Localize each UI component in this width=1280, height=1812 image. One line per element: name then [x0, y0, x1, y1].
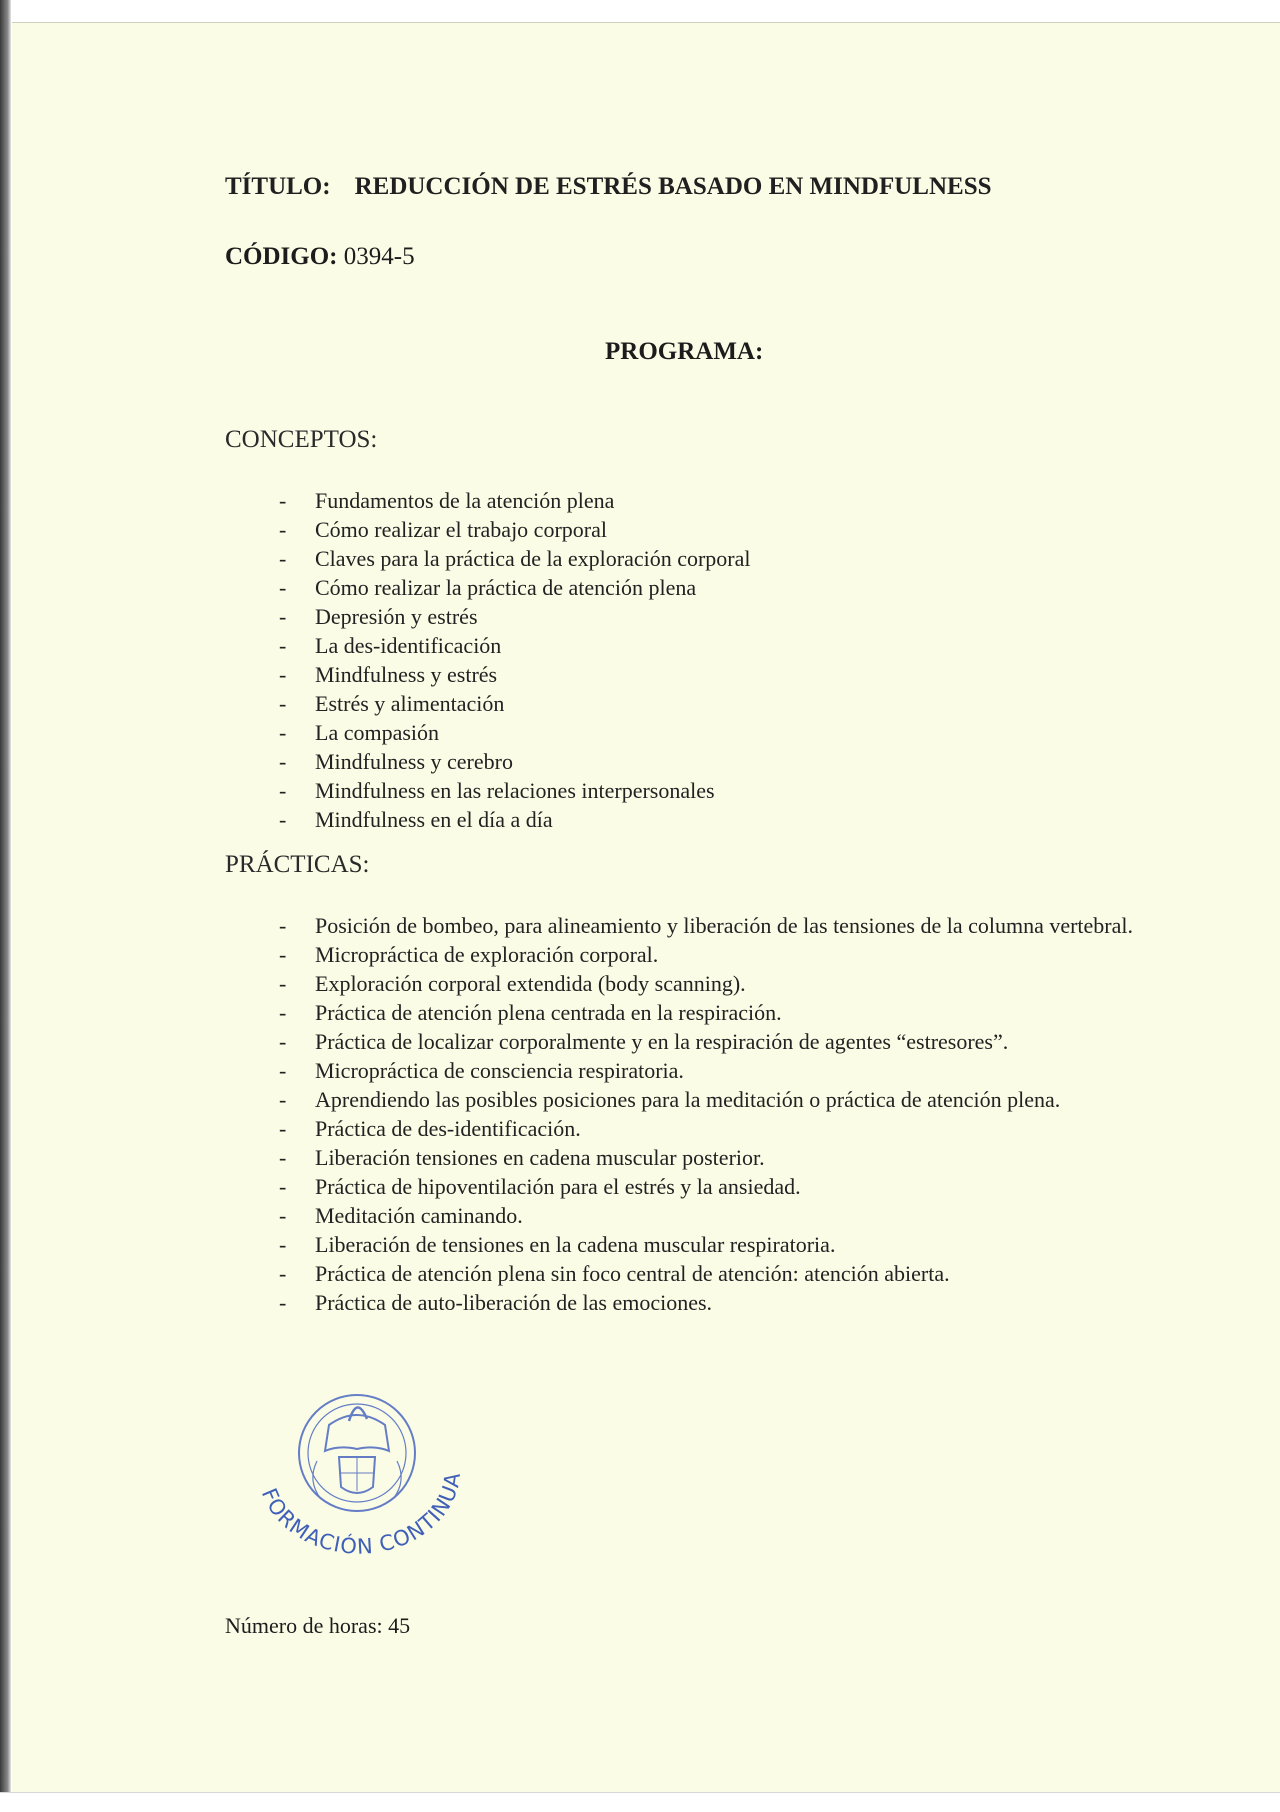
programa-heading: PROGRAMA: — [605, 338, 764, 365]
title-value: REDUCCIÓN DE ESTRÉS BASADO EN MINDFULNESS — [354, 173, 992, 200]
course-title — [225, 173, 992, 201]
list-item: - Claves para la práctica de la exploración corporal — [275, 544, 1145, 573]
list-item: - Depresión y estrés — [275, 602, 1145, 631]
list-item: - Posición de bombeo, para alineamiento y liberación de las tensiones de la columna vertebral. — [275, 911, 1145, 940]
list-item: - Meditación caminando. — [275, 1201, 1145, 1230]
list-item: - Fundamentos de la atención plena — [275, 486, 1145, 515]
list-item: - Exploración corporal extendida (body scanning). — [275, 969, 1145, 998]
list-item: - Micropráctica de exploración corporal. — [275, 940, 1145, 969]
list-item: - Práctica de atención plena centrada en la respiración. — [275, 998, 1145, 1027]
university-seal-stamp — [247, 1391, 472, 1571]
list-item: - Liberación tensiones en cadena muscular posterior. — [275, 1143, 1145, 1172]
list-item: - Micropráctica de consciencia respiratoria. — [275, 1056, 1145, 1085]
list-item: - Estrés y alimentación — [275, 689, 1145, 718]
list-item: - Mindfulness y estrés — [275, 660, 1145, 689]
list-item: - La compasión — [275, 718, 1145, 747]
scan-left-edge — [0, 0, 11, 1811]
conceptos-list — [275, 486, 1145, 834]
list-item: - Práctica de atención plena sin foco central de atención: atención abierta. — [275, 1259, 1145, 1288]
scan-bottom-edge — [0, 1792, 1280, 1812]
list-item: - Mindfulness en el día a día — [275, 805, 1145, 834]
list-item: - Liberación de tensiones en la cadena muscular respiratoria. — [275, 1230, 1145, 1259]
document-page — [12, 22, 1280, 1793]
hours-count: Número de horas: 45 — [225, 1613, 411, 1638]
list-item: - Práctica de auto-liberación de las emociones. — [275, 1288, 1145, 1317]
list-item: - Aprendiendo las posibles posiciones para la meditación o práctica de atención plena. — [275, 1085, 1145, 1114]
list-item: - Práctica de des-identificación. — [275, 1114, 1145, 1143]
list-item: - Práctica de localizar corporalmente y en la respiración de agentes “estresores”. — [275, 1027, 1145, 1056]
list-item: - Mindfulness en las relaciones interpersonales — [275, 776, 1145, 805]
seal-text: FORMACIÓN CONTINUA — [256, 1470, 466, 1559]
list-item: - La des-identificación — [275, 631, 1145, 660]
list-item: - Mindfulness y cerebro — [275, 747, 1145, 776]
title-label: TÍTULO: — [225, 173, 331, 200]
list-item: - Cómo realizar la práctica de atención plena — [275, 573, 1145, 602]
course-code — [225, 243, 415, 271]
conceptos-heading: CONCEPTOS: — [225, 426, 378, 453]
practicas-list — [275, 911, 1145, 1317]
code-label: CÓDIGO: — [225, 243, 338, 270]
code-value: 0394-5 — [337, 243, 415, 270]
list-item: - Cómo realizar el trabajo corporal — [275, 515, 1145, 544]
practicas-heading: PRÁCTICAS: — [225, 851, 370, 878]
list-item: - Práctica de hipoventilación para el estrés y la ansiedad. — [275, 1172, 1145, 1201]
